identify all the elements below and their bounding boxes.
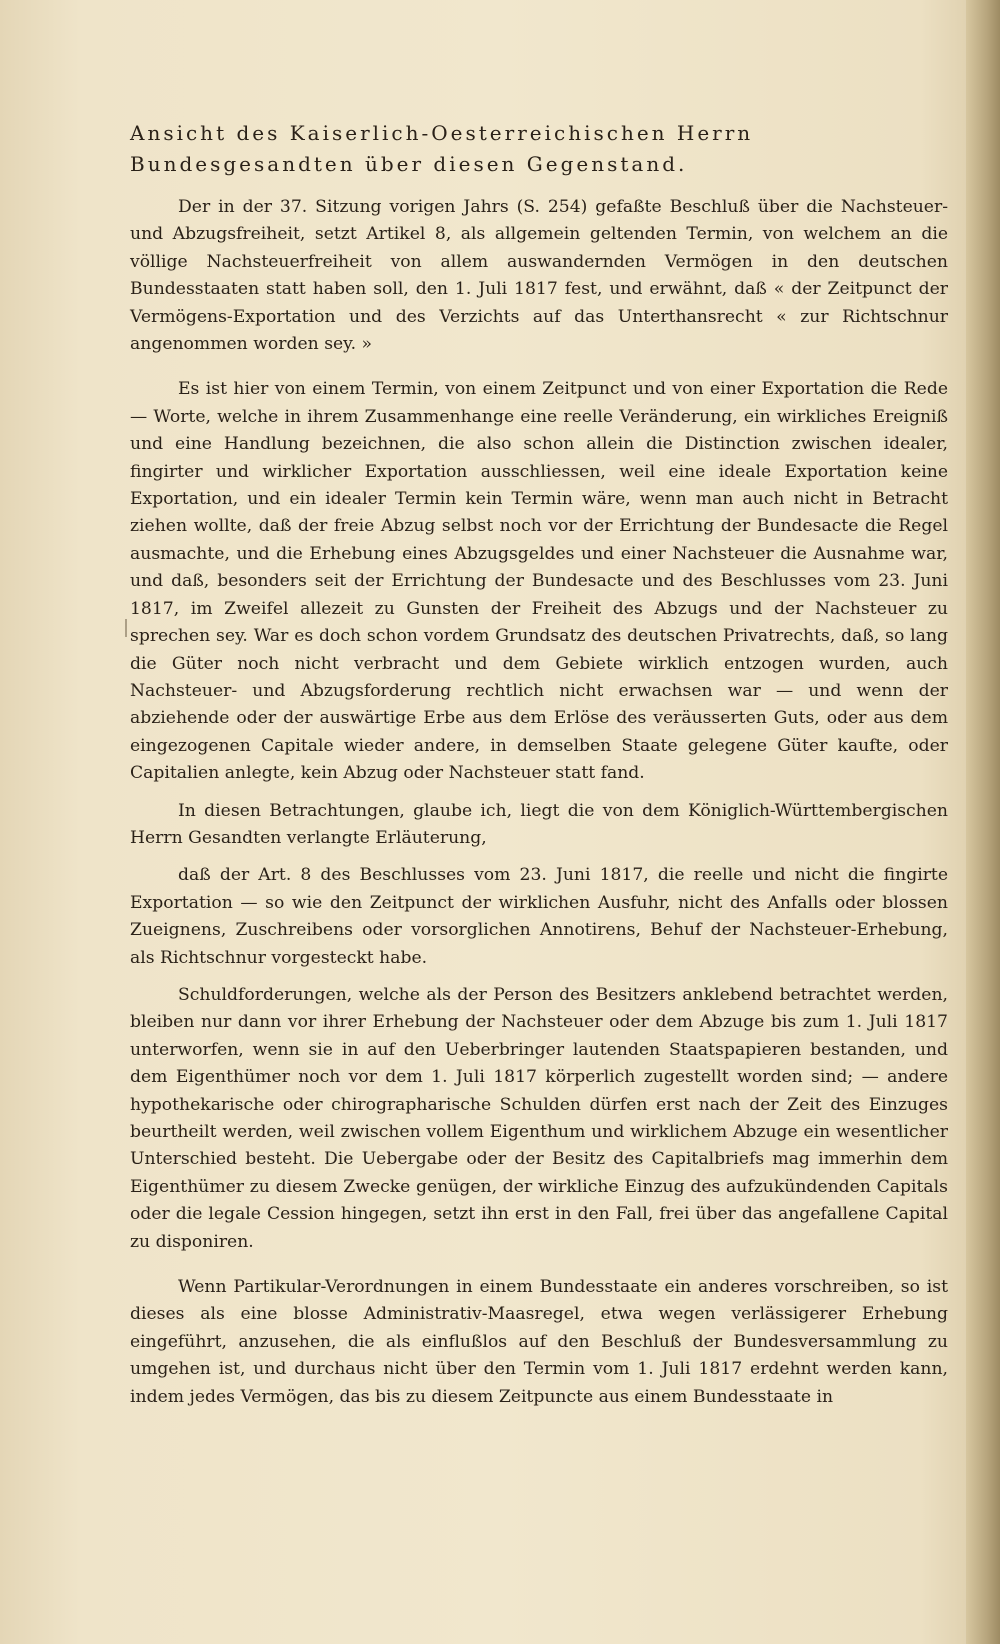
margin-mark <box>125 619 127 637</box>
page-edge <box>966 0 1000 1644</box>
paragraph-5: Schuldforderungen, welche als der Person des Besitzers anklebend betrachtet werden, bleiben nur dann vor ihrer Erhebung der Nachsteuer oder dem Abzuge bis zum 1. Juli 1817 unterworfen, wenn sie in auf den Ueberbringer lautenden Staatspapieren bestanden, und dem Eigenthümer noch vor dem 1. Juli 1817 körperlich zugestellt worden sind; — andere hypothekarische oder chirographarische Schulden dürfen erst nach der Zeit des Einzuges beurtheilt werden, weil zwischen vollem Eigenthum und wirklichem Abzuge ein wesentlicher Unterschied besteht. Die Uebergabe oder der Besitz des Capitalbriefs mag immerhin dem Eigenthümer zu diesem Zwecke genügen, der wirkliche Einzug des aufzukündenden Capitals oder die legale Cession hingegen, setzt ihn erst in den Fall, frei über das angefallene Capital zu disponiren. <box>130 984 948 1252</box>
paragraph-4: daß der Art. 8 des Beschlusses vom 23. Juni 1817, die reelle und nicht die fingirte Exportation — so wie den Zeitpunct der wirklichen Ausfuhr, nicht des Anfalls oder blossen Zueignens, Zuschreibens oder vorsorglichen Annotirens, Behuf der Nachsteuer-Erhebung, als Richtschnur vorgesteckt habe. <box>130 865 948 968</box>
paragraph-6: Wenn Partikular-Verordnungen in einem Bundesstaate ein anderes vorschreiben, so ist dieses als eine blosse Administrativ-Maasregel, etwa wegen verlässigerer Erhebung eingeführt, anzusehen, die als einflußlos auf den Beschluß der Bundesversammlung zu umgehen ist, und durchaus nicht über den Termin vom 1. Juli 1817 erdehnt werden kann, indem jedes Vermögen, das bis zu diesem Zeitpuncte aus einem Bundesstaate in <box>130 1277 948 1407</box>
paragraph-2: Es ist hier von einem Termin, von einem Zeitpunct und von einer Exportation die Rede — Worte, welche in ihrem Zusammenhange eine reelle Veränderung, ein wirkliches Ereigniß und eine Handlung bezeichnen, die also schon allein die Distinction zwischen idealer, fingirter und wirklicher Exportation ausschliessen, weil eine ideale Exportation keine Exportation, und ein idealer Termin kein Termin wäre, wenn man auch nicht in Betracht ziehen wollte, daß der freie Abzug selbst noch vor der Errichtung der Bundesacte die Regel ausmachte, und die Erhebung eines Abzugsgeldes und einer Nachsteuer die Ausnahme war, und daß, besonders seit der Errichtung der Bundesacte und des Beschlusses vom 23. Juni 1817, im Zweifel allezeit zu Gunsten der Freiheit des Abzugs und der Nachsteuer zu sprechen sey. War es doch schon vordem Grundsatz des deutschen Privatrechts, daß, so lang die Güter noch nicht verbracht und dem Gebiete wirklich entzogen wurden, auch Nachsteuer- und Abzugsforderung rechtlich nicht erwachsen war — und wenn der abziehende oder der auswärtige Erbe aus dem Erlöse des veräusserten Guts, oder aus dem eingezogenen Capitale wieder andere, in demselben Staate gelegene Güter kaufte, oder Capitalien anlegte, kein Abzug oder Nachsteuer statt fand. <box>130 379 948 784</box>
paragraph-3: In diesen Betrachtungen, glaube ich, liegt die von dem Königlich-Württembergischen Herrn Gesandten verlangte Erläuterung, <box>130 800 948 848</box>
page-text <box>130 118 948 1411</box>
paragraph-1: Der in der 37. Sitzung vorigen Jahrs (S. 254) gefaßte Beschluß über die Nachsteuer- und Abzugsfreiheit, setzt Artikel 8, als allgemein geltenden Termin, von welchem an die völlige Nachsteuerfreiheit von allem auswandernden Vermögen in den deutschen Bundesstaaten statt haben soll, den 1. Juli 1817 fest, und erwähnt, daß « der Zeitpunct der Vermögens-Exportation und des Verzichts auf das Unterthansrecht « zur Richtschnur angenommen worden sey. » <box>130 197 948 355</box>
section-heading: Ansicht des Kaiserlich-Oesterreichischen Herrn Bundesgesandten über diesen Gegenstand. <box>130 121 754 176</box>
